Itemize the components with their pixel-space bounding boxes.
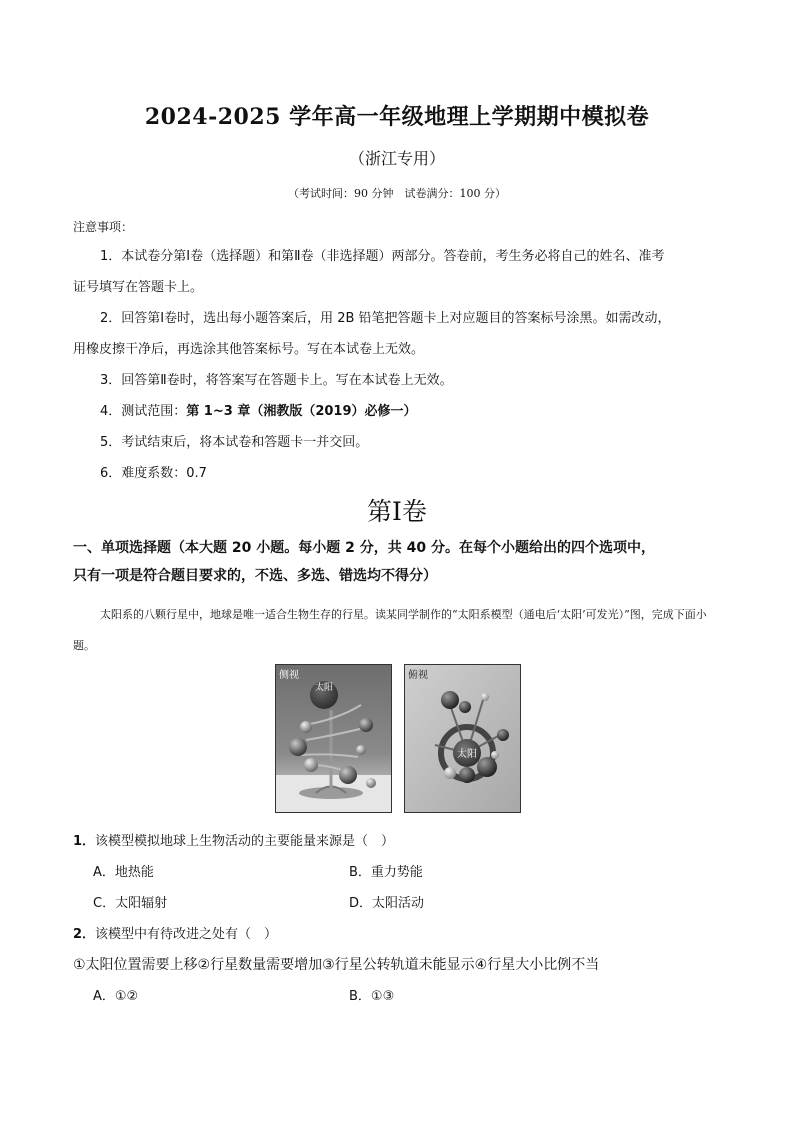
question-text: 该模型中有待改进之处有（ ） — [95, 927, 278, 942]
question-statement: ①太阳位置需要上移②行星数量需要增加③行星公转轨道未能显示④行星大小比例不当 — [73, 957, 600, 973]
option-b[interactable]: B．重力势能 — [349, 865, 423, 880]
part-heading-line: 一、单项选择题（本大题 20 小题。每小题 2 分，共 40 分。在每个小题给出的四个选项中， — [73, 540, 655, 556]
part-heading-line: 只有一项是符合题目要求的，不选、多选、错选均不得分） — [73, 568, 437, 584]
test-scope-value: 第 1~3 章（湘教版（2019）必修一） — [186, 404, 417, 419]
sun-label: 太阳 — [457, 749, 477, 760]
question-intro: 太阳系的八颗行星中，地球是唯一适合生物生存的行星。读某同学制作的“太阳系模型（通电后‘太阳’可发光）”图，完成下面小题。 — [73, 608, 707, 652]
notice-line: 1．本试卷分第Ⅰ卷（选择题）和第Ⅱ卷（非选择题）两部分。答卷前，考生务必将自己的姓名、准考 — [100, 249, 665, 264]
option-b[interactable]: B．①③ — [349, 989, 395, 1004]
notice-line: 5．考试结束后，将本试卷和答题卡一并交回。 — [100, 435, 369, 450]
page-title: 2024-2025 学年高一年级地理上学期期中模拟卷 — [144, 104, 650, 130]
notice-line: 3．回答第Ⅱ卷时，将答案写在答题卡上。写在本试卷上无效。 — [100, 373, 453, 388]
notice-heading: 注意事项： — [73, 220, 134, 234]
question-1 — [73, 830, 394, 849]
test-scope-label: 4．测试范围： — [100, 404, 187, 419]
notice-item-4 — [73, 396, 723, 427]
notice-line: 2．回答第Ⅰ卷时，选出每小题答案后，用 2B 铅笔把答题卡上对应题目的答案标号涂黑。如需改动， — [100, 311, 671, 326]
section-title: 第Ⅰ卷 — [367, 497, 427, 526]
question-number: 2． — [73, 927, 96, 942]
option-a[interactable]: A．地热能 — [93, 865, 154, 880]
figure-label: 侧视 — [279, 670, 299, 681]
sun-label: 太阳 — [315, 683, 334, 693]
question-text: 该模型模拟地球上生物活动的主要能量来源是（ ） — [95, 834, 395, 849]
part-heading — [73, 534, 723, 590]
notice-line: 证号填写在答题卡上。 — [73, 280, 204, 295]
figure-side-view — [275, 664, 392, 813]
page-subtitle: （浙江专用） — [348, 149, 445, 168]
notice-item-2 — [73, 303, 723, 365]
option-c[interactable]: C．太阳辐射 — [93, 896, 168, 911]
question-2 — [73, 923, 277, 942]
exam-info: （考试时间：90 分钟 试卷满分：100 分） — [288, 187, 506, 200]
option-d[interactable]: D．太阳活动 — [349, 896, 425, 911]
solar-model-top-photo — [405, 665, 520, 812]
notice-line: 用橡皮擦干净后，再选涂其他答案标号。写在本试卷上无效。 — [73, 342, 425, 357]
notice-item-6 — [73, 458, 723, 489]
notice-item-3 — [73, 365, 723, 396]
solar-model-side-photo — [276, 665, 391, 812]
notice-item-5 — [73, 427, 723, 458]
notice-item-1 — [73, 241, 723, 303]
question-number: 1． — [73, 834, 96, 849]
figure-top-view — [404, 664, 521, 813]
notice-line: 6．难度系数：0.7 — [100, 466, 207, 481]
option-a[interactable]: A．①② — [93, 989, 139, 1004]
notice-line — [73, 396, 723, 427]
figure-label: 俯视 — [408, 670, 428, 681]
